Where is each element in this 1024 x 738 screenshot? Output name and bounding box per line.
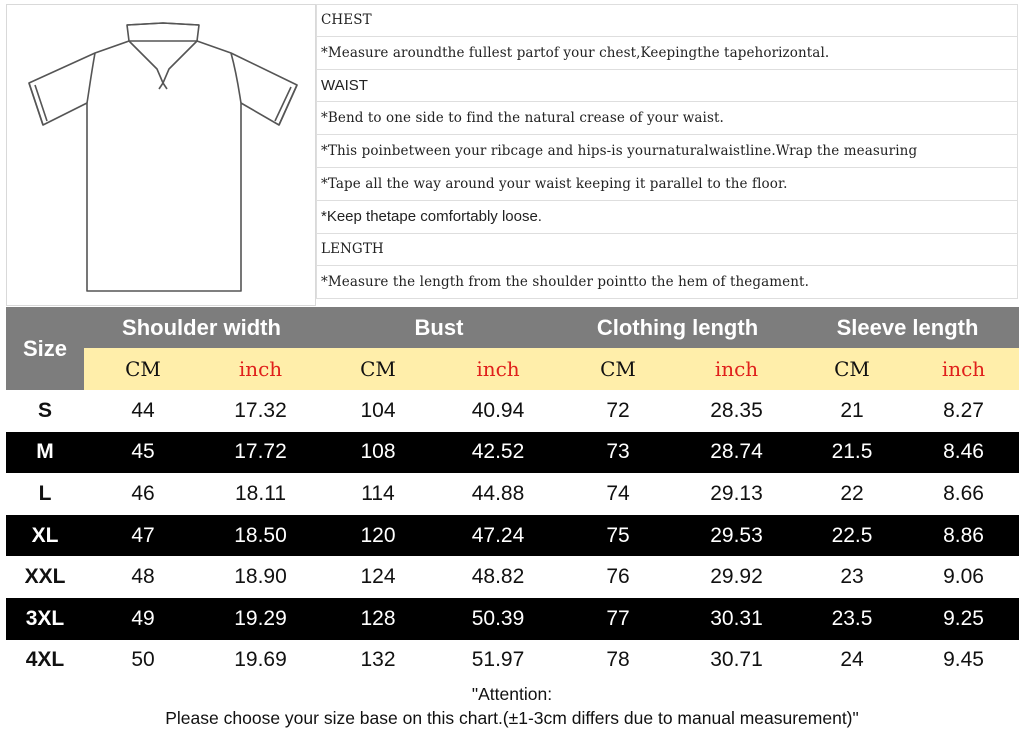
table-row [6, 432, 1019, 474]
value-cell: 23.5 [831, 606, 873, 630]
value-cell: 128 [360, 606, 396, 630]
value-cell: 50.39 [471, 606, 525, 630]
value-cell: 9.25 [943, 606, 984, 630]
note-row: WAIST [316, 70, 1018, 103]
table-row [6, 598, 1019, 640]
note-row: LENGTH [316, 234, 1018, 267]
value-cell: 42.52 [471, 440, 525, 464]
size-cell: M [36, 440, 54, 464]
attention-line-2: Please choose your size base on this chart.(±1-3cm differs due to manual measurement)" [165, 708, 859, 728]
value-cell: 17.32 [234, 398, 287, 422]
value-cell: 30.31 [710, 606, 763, 630]
value-cell: 46 [131, 481, 155, 505]
value-cell: 9.45 [943, 648, 984, 672]
value-cell: 77 [606, 606, 630, 630]
value-cell: 73 [606, 440, 630, 464]
value-cell: 19.29 [234, 606, 287, 630]
value-cell: 30.71 [710, 648, 763, 672]
unit-cm-header: CM [600, 357, 636, 381]
shirt-illustration [6, 4, 316, 306]
size-cell: L [38, 481, 52, 505]
value-cell: 18.11 [235, 481, 286, 505]
value-cell: 21 [840, 398, 864, 422]
value-cell: 22.5 [831, 523, 873, 547]
value-cell: 50 [131, 648, 155, 672]
value-cell: 51.97 [471, 648, 525, 672]
value-cell: 132 [360, 648, 396, 672]
value-cell: 108 [360, 440, 396, 464]
value-cell: 47 [131, 523, 155, 547]
value-cell: 75 [606, 523, 630, 547]
note-row: *Keep thetape comfortably loose. [316, 201, 1018, 234]
value-cell: 44.88 [471, 481, 525, 505]
value-cell: 8.86 [943, 523, 984, 547]
value-cell: 8.27 [943, 398, 984, 422]
group-header: Bust [414, 314, 464, 340]
value-cell: 44 [131, 398, 155, 422]
value-cell: 114 [361, 481, 395, 505]
value-cell: 18.50 [234, 523, 287, 547]
note-row: *This poinbetween your ribcage and hips-is yournaturalwaistline.Wrap the measuring [316, 135, 1018, 168]
size-cell: XL [31, 523, 59, 547]
value-cell: 23 [840, 565, 864, 589]
size-cell: XXL [24, 565, 66, 589]
value-cell: 24 [840, 648, 864, 672]
group-header: Shoulder width [122, 314, 281, 340]
group-header: Clothing length [596, 314, 759, 340]
value-cell: 40.94 [471, 398, 525, 422]
note-row: *Bend to one side to find the natural crease of your waist. [316, 102, 1018, 135]
unit-inch-header: inch [714, 357, 759, 381]
size-cell: 4XL [25, 648, 65, 672]
attention-note [0, 682, 1024, 730]
unit-inch-header: inch [941, 357, 986, 381]
value-cell: 19.69 [234, 648, 287, 672]
value-cell: 124 [360, 565, 396, 589]
value-cell: 47.24 [471, 523, 525, 547]
value-cell: 17.72 [234, 440, 287, 464]
value-cell: 48 [131, 565, 155, 589]
value-cell: 22 [840, 481, 864, 505]
value-cell: 74 [606, 481, 630, 505]
value-cell: 48.82 [471, 565, 525, 589]
value-cell: 29.53 [710, 523, 763, 547]
unit-inch-header: inch [476, 357, 520, 381]
value-cell: 9.06 [943, 565, 984, 589]
attention-line-1: "Attention: [471, 684, 553, 704]
note-row: *Measure aroundthe fullest partof your chest,Keepingthe tapehorizontal. [316, 37, 1018, 70]
size-cell: S [37, 398, 52, 422]
table-row [6, 390, 1019, 432]
value-cell: 21.5 [831, 440, 873, 464]
unit-inch-header: inch [238, 357, 283, 381]
size-column-header: Size [6, 307, 84, 390]
table-row [6, 473, 1019, 515]
unit-cm-header: CM [125, 357, 161, 381]
value-cell: 120 [360, 523, 396, 547]
polo-shirt-icon [7, 5, 315, 305]
size-cell: 3XL [25, 606, 65, 630]
value-cell: 28.74 [710, 440, 763, 464]
table-row [6, 640, 1019, 682]
unit-cm-header: CM [834, 357, 870, 381]
table-row [6, 556, 1019, 598]
value-cell: 72 [606, 398, 630, 422]
value-cell: 18.90 [234, 565, 287, 589]
value-cell: 29.13 [710, 481, 763, 505]
unit-cm-header: CM [360, 357, 396, 381]
measurement-notes [316, 4, 1018, 299]
value-cell: 78 [606, 648, 630, 672]
value-cell: 8.66 [943, 481, 984, 505]
value-cell: 49 [131, 606, 155, 630]
value-cell: 28.35 [710, 398, 763, 422]
value-cell: 104 [360, 398, 396, 422]
value-cell: 45 [131, 440, 155, 464]
size-guide-top [0, 0, 1024, 306]
table-row [6, 515, 1019, 557]
note-row: *Measure the length from the shoulder pointto the hem of thegament. [316, 266, 1018, 299]
value-cell: 29.92 [710, 565, 763, 589]
value-cell: 76 [606, 565, 630, 589]
group-header: Sleeve length [836, 314, 979, 340]
value-cell: 8.46 [943, 440, 984, 464]
note-row: CHEST [316, 4, 1018, 37]
note-row: *Tape all the way around your waist keeping it parallel to the floor. [316, 168, 1018, 201]
